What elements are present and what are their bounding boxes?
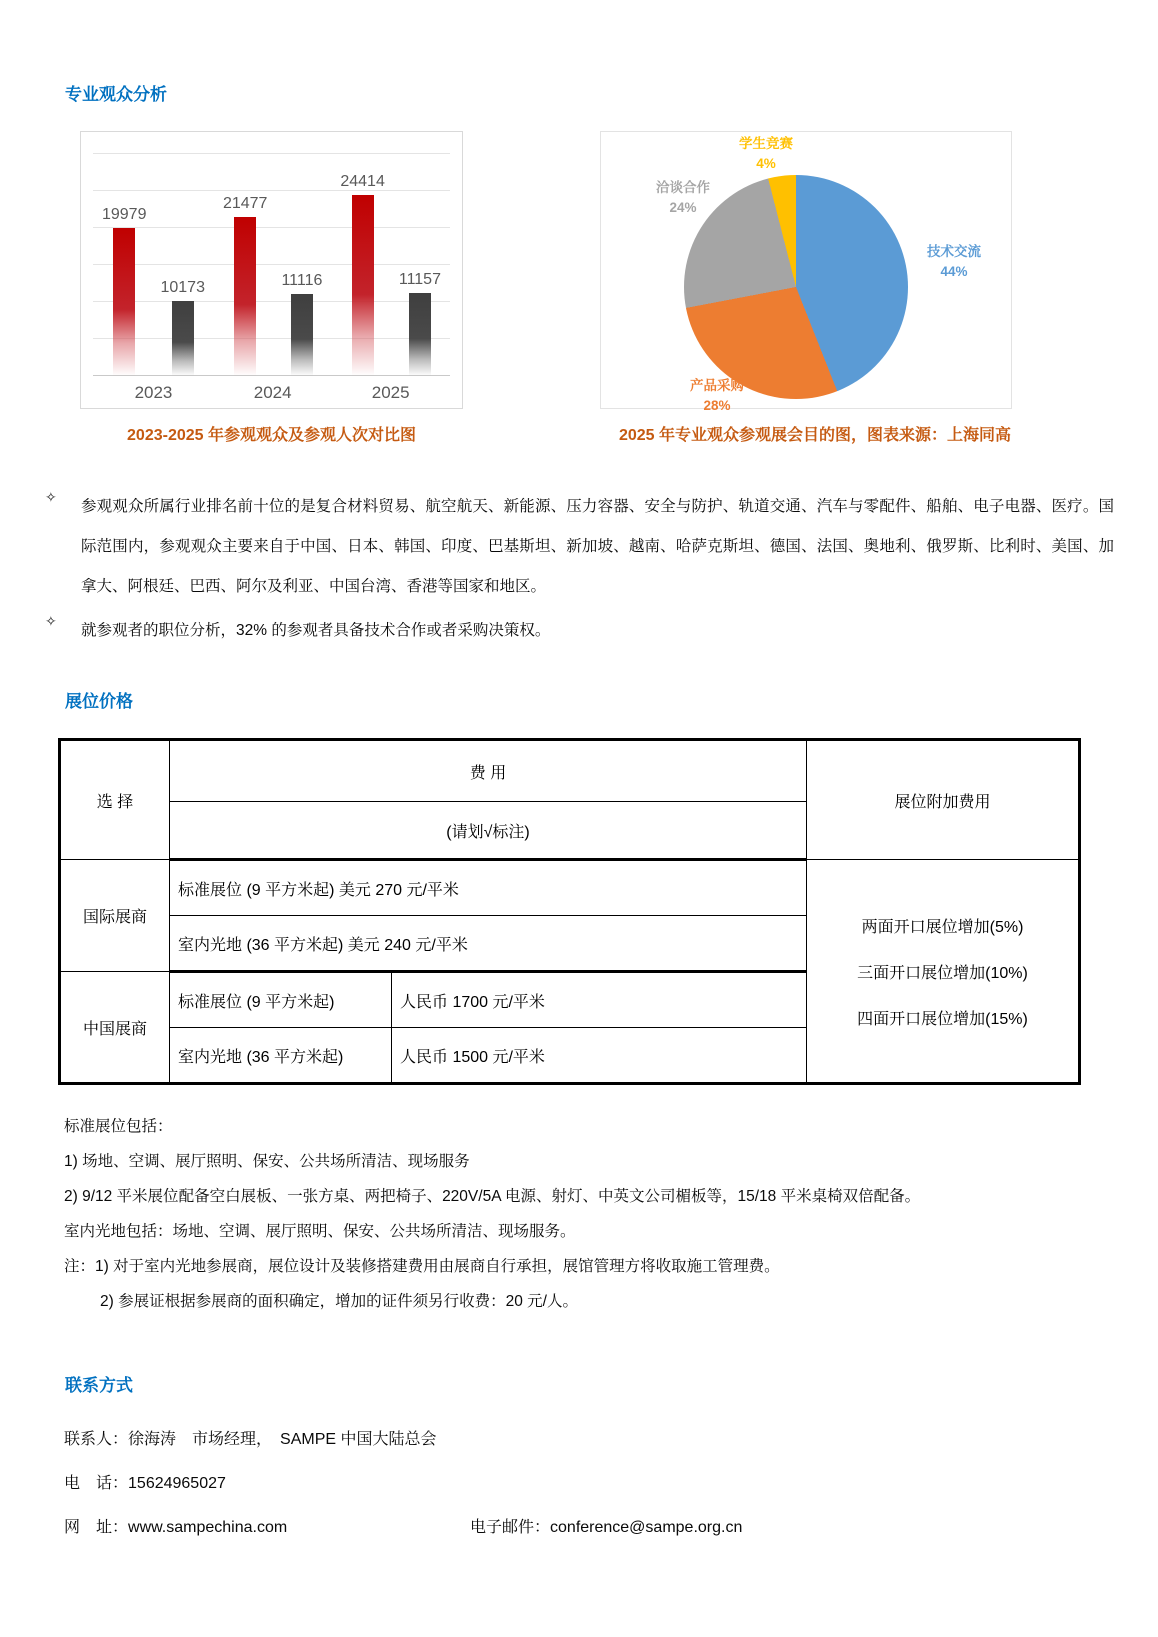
contact-web-label: 网 址：: [64, 1519, 129, 1536]
table-cell-intl-raw-space: 室内光地 (36 平方米起) 美元 240 元/平米: [170, 916, 807, 972]
contact-phone-row: [64, 1462, 1158, 1506]
pie-label-text: 产品采购: [690, 378, 744, 393]
contact-web-email-row: [64, 1506, 1158, 1550]
bar-参观观众-2025: [352, 195, 374, 376]
pie-chart: [600, 131, 1012, 413]
bar-wrap: [399, 154, 441, 376]
contact-phone-value: 15624965027: [128, 1475, 226, 1492]
bar-group-2024: [222, 154, 323, 402]
bar-参观人次-2024: [291, 294, 313, 376]
note-line: 注：1) 对于室内光地参展商，展位设计及装修搭建费用由展商自行承担，展馆管理方将收取施工管理费。: [64, 1258, 780, 1275]
bar-参观观众-2023: [113, 228, 135, 376]
bar-chart: [80, 131, 463, 409]
pie-label-text: 学生竞赛: [739, 136, 793, 151]
bar-value-label: 11116: [281, 271, 323, 289]
table-cell-china-standard-booth: 标准展位 (9 平方米起): [170, 972, 392, 1028]
bar-value-label: 19979: [101, 206, 147, 224]
contact-email-label: 电子邮件：: [470, 1519, 551, 1536]
surcharge-four-side: 四面开口展位增加(15%): [857, 1010, 1028, 1028]
bar-wrap: [340, 154, 385, 376]
bullet-list: [45, 487, 1114, 651]
bar-wrap: [281, 154, 322, 376]
table-header-fee-sub: (请划√标注): [170, 802, 807, 860]
note-line: 1) 场地、空调、展厅照明、保安、公共场所清洁、现场服务: [64, 1153, 470, 1170]
table-cell-china-standard-price: 人民币 1700 元/平米: [392, 972, 807, 1028]
table-header-fee: 费 用: [170, 740, 807, 802]
contact-web-value: www.sampechina.com: [128, 1519, 288, 1536]
chart-captions-row: [0, 422, 1158, 445]
bar-chart-caption: 2023-2025 年参观观众及参观人次对比图: [127, 427, 416, 444]
contact-block: [64, 1418, 1158, 1550]
pie-label-product-procurement: [661, 376, 773, 416]
bar-value-label: 10173: [160, 278, 205, 296]
table-cell-china-raw-price: 人民币 1500 元/平米: [392, 1028, 807, 1084]
bar-参观人次-2025: [409, 293, 431, 376]
bar-value-label: 24414: [340, 173, 385, 191]
table-cell-surcharges: [807, 860, 1080, 1084]
note-line: 2) 参展证根据参展商的面积确定，增加的证件须另行收费：20 元/人。: [100, 1293, 578, 1310]
bullet-text: 参观观众所属行业排名前十位的是复合材料贸易、航空航天、新能源、压力容器、安全与防护、轨道交通、汽车与零配件、船舶、电子电器、医疗。国际范围内，参观观众主要来自于中国、日本、韩国、印度、巴基斯坦、新加坡、越南、哈萨克斯坦、德国、法国、奥地利、俄罗斯、比利时、美国、加拿大、阿根廷、巴西、阿尔及利亚、中国台湾、香港等国家和地区。: [81, 498, 1114, 595]
contact-person-row: [64, 1418, 1158, 1462]
bullet-marker-icon: ✧: [45, 489, 57, 505]
bar-category-label: 2024: [253, 383, 292, 402]
bar-wrap: [102, 154, 147, 376]
pie-label-negotiation-cooperation: [627, 178, 739, 218]
bar-参观人次-2023: [172, 301, 194, 376]
contact-person-value: 徐海涛 市场经理， SAMPE 中国大陆总会: [128, 1431, 437, 1448]
surcharge-two-side: 两面开口展位增加(5%): [861, 918, 1024, 936]
pie-label-pct: 28%: [703, 398, 731, 413]
section-title-audience-analysis: 专业观众分析: [65, 85, 167, 104]
bullet-item-industries: [45, 487, 1114, 607]
table-cell-china-raw-space: 室内光地 (36 平方米起): [170, 1028, 392, 1084]
table-header-choose: 选 择: [60, 740, 170, 860]
pie-label-tech-exchange: [898, 242, 1010, 282]
contact-email-value: conference@sampe.org.cn: [550, 1519, 743, 1536]
note-line: 2) 9/12 平米展位配备空白展板、一张方桌、两把椅子、220V/5A 电源、射灯、中英文公司楣板等，15/18 平米桌椅双倍配备。: [64, 1188, 921, 1205]
bar-wrap: [223, 154, 268, 376]
table-cell-group-china: 中国展商: [60, 972, 170, 1084]
pie-label-text: 洽谈合作: [656, 180, 710, 195]
contact-person-label: 联系人：: [64, 1431, 129, 1448]
section-title-contact: 联系方式: [65, 1376, 133, 1395]
section-title-booth-price: 展位价格: [65, 692, 133, 711]
bar-wrap: [160, 154, 205, 376]
bar-group-2025: [340, 154, 441, 402]
bar-chart-plot: [93, 154, 450, 402]
table-notes: [64, 1109, 1114, 1319]
pie-chart-caption: 2025 年专业观众参观展会目的图，图表来源：上海同高: [618, 427, 1012, 444]
bar-group-2023: [101, 154, 205, 402]
pie-label-pct: 24%: [669, 200, 697, 215]
bar-value-label: 11157: [398, 271, 441, 289]
bullet-text: 就参观者的职位分析，32% 的参观者具备技术合作或者采购决策权。: [81, 622, 551, 639]
contact-phone-label: 电 话：: [64, 1475, 129, 1492]
bar-参观观众-2024: [234, 217, 256, 376]
contact-web-part: [64, 1506, 470, 1550]
bar-value-label: 21477: [222, 195, 268, 213]
note-line: 标准展位包括：: [64, 1118, 173, 1135]
pie-label-pct: 44%: [940, 264, 968, 279]
table-header-surcharge: 展位附加费用: [807, 740, 1080, 860]
bullet-item-job-analysis: [45, 611, 1114, 651]
bar-category-label: 2023: [134, 383, 173, 402]
pie-label-text: 技术交流: [927, 244, 981, 259]
booth-price-table: [58, 738, 1081, 1085]
surcharge-three-side: 三面开口展位增加(10%): [857, 964, 1028, 982]
charts-row: [80, 131, 1158, 413]
note-line: 室内光地包括：场地、空调、展厅照明、保安、公共场所清洁、现场服务。: [64, 1223, 576, 1240]
pie-label-student-competition: [707, 134, 825, 174]
bar-category-label: 2025: [371, 383, 410, 402]
pie-label-pct: 4%: [756, 156, 776, 171]
bullet-marker-icon: ✧: [45, 613, 57, 629]
table-cell-intl-standard-booth: 标准展位 (9 平方米起) 美元 270 元/平米: [170, 860, 807, 916]
bar-groups: [93, 154, 450, 402]
table-cell-group-international: 国际展商: [60, 860, 170, 972]
